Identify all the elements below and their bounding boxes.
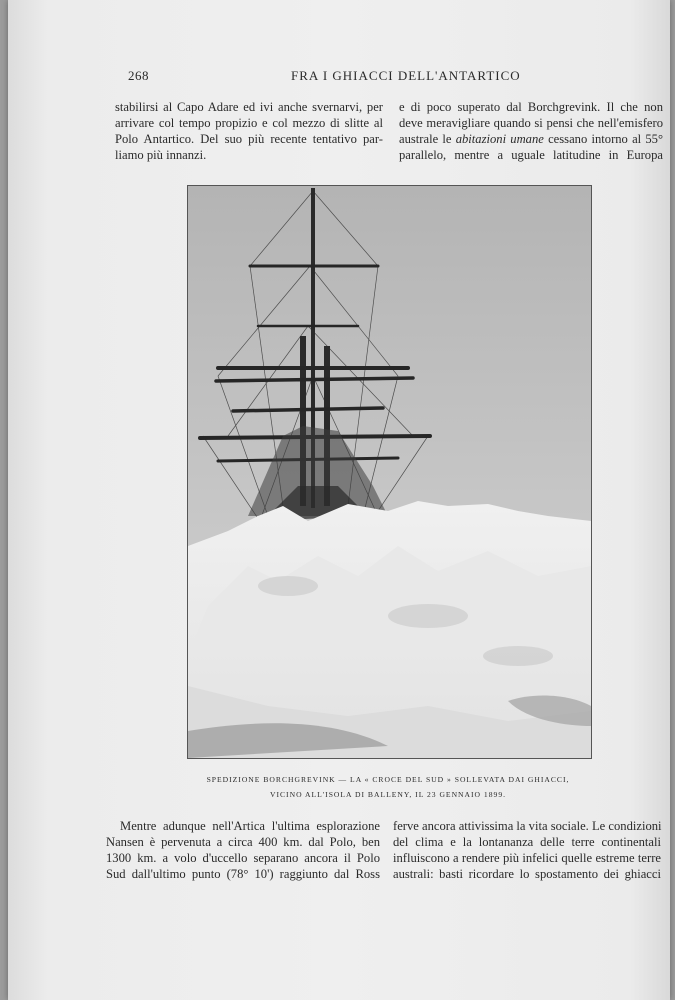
- text-line: Polo Antartico. Del suo più recente tentativo par-: [115, 132, 383, 146]
- text-line: Mentre adunque nell'Artica l'ultima esplorazione: [120, 819, 380, 833]
- text-line: arrivare col tempo propizio e col mezzo di slitte al: [115, 116, 383, 130]
- italic-phrase: abitazioni umane: [455, 132, 544, 146]
- text-line: stabilirsi al Capo Adare ed ivi anche svernarvi, per: [115, 100, 383, 114]
- ship-in-ice-photograph: [187, 185, 592, 759]
- text-line: deve meravigliare quando si pensi che nell'emisfero: [399, 116, 663, 130]
- text-line: Nansen è pervenuta a circa 400 km. dal Polo, ben: [106, 835, 380, 849]
- text-column-top-left: [115, 99, 383, 163]
- text-fragment: australe le: [399, 132, 456, 146]
- text-line: Sud dall'ultimo punto (78° 10') raggiunto dal Ross: [106, 867, 380, 881]
- caption-line: SPEDIZIONE BORCHGREVINK — LA « CROCE DEL SUD » SOLLEVATA DAI GHIACCI,: [206, 775, 570, 784]
- page-number: 268: [128, 68, 149, 83]
- text-fragment: cessano intorno al 55°: [543, 132, 664, 146]
- text-line: del clima e la lontananza delle terre continentali: [393, 835, 661, 849]
- text-line: e di poco superato dal Borchgrevink. Il che non: [399, 100, 663, 114]
- text-line: australi: basti ricordare lo spostamento dei ghiacci: [393, 867, 661, 881]
- text-column-bottom-left: [106, 818, 380, 882]
- text-line: liamo più innanzi.: [115, 148, 207, 162]
- text-line: [399, 131, 663, 147]
- text-line: ferve ancora attivissima la vita sociale. Le condizioni: [393, 819, 662, 833]
- text-line: 1300 km. a volo d'uccello separano ancora il Polo: [106, 851, 380, 865]
- text-line: influiscono a rendere più infelici quelle estreme terre: [393, 851, 661, 865]
- photo-caption: [158, 772, 618, 802]
- text-column-bottom-right: [393, 818, 661, 882]
- running-title: FRA I GHIACCI DELL'ANTARTICO: [291, 68, 521, 83]
- caption-line: VICINO ALL'ISOLA DI BALLENY, IL 23 GENNAIO 1899.: [269, 790, 507, 799]
- text-column-top-right: [399, 99, 663, 163]
- text-line: parallelo, mentre a uguale latitudine in Europa: [399, 148, 663, 162]
- book-page: [8, 0, 670, 1000]
